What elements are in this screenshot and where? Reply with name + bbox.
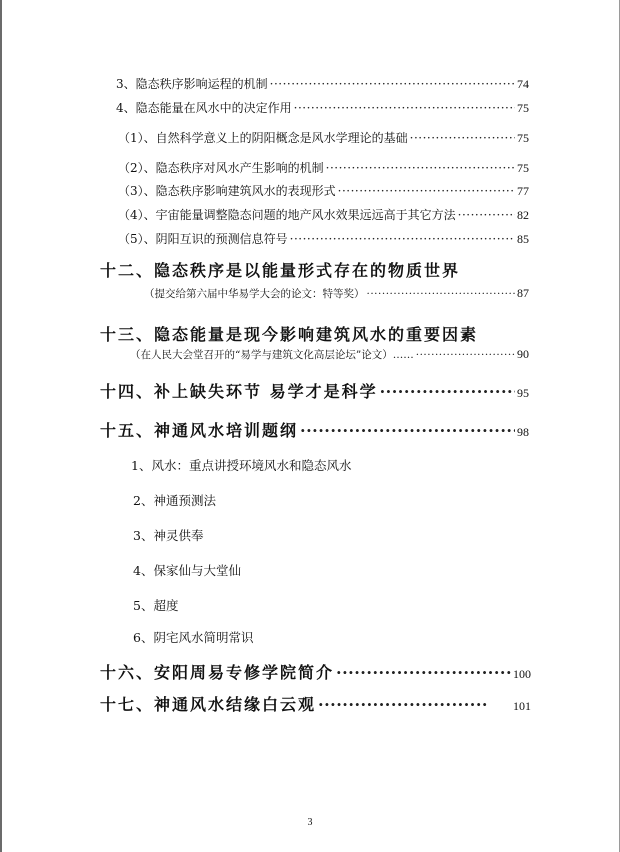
- toc-entry-label: 3、隐态秩序影响运程的机制: [116, 77, 268, 91]
- toc-entry-page: 85: [517, 232, 529, 246]
- chapter-12-title: 十二、隐态秩序是以能量形式存在的物质世界: [100, 261, 461, 280]
- chapter-14-title: 十四、补上缺失环节 易学才是科学: [100, 382, 378, 401]
- chapter-13-title: 十三、隐态能量是现今影响建筑风水的重要因素: [100, 325, 479, 344]
- chapter-15-page: 98: [517, 425, 529, 439]
- outline-item: 6、阴宅风水简明常识: [133, 630, 254, 645]
- toc-leader-dots: [290, 232, 515, 246]
- toc-leader-dots: [338, 184, 515, 198]
- toc-leader-dots: [367, 288, 516, 300]
- chapter-14-page: 95: [517, 386, 529, 400]
- chapter-12-note: （提交给第六届中华易学大会的论文：特等奖）: [144, 288, 365, 300]
- chapter-17-page: 101: [513, 699, 531, 713]
- chapter-title: [100, 322, 478, 345]
- toc-entry: [130, 347, 529, 362]
- chapter-15-title: 十五、神通风水培训题纲: [100, 421, 299, 440]
- toc-entry-page: 75: [517, 131, 529, 145]
- outline-item: 5、超度: [133, 598, 179, 613]
- chapter-title: [100, 258, 460, 281]
- outline-item: 4、保家仙与大堂仙: [133, 563, 241, 578]
- outline-item: 1、风水：重点讲授环境风水和隐态风水: [131, 458, 352, 473]
- toc-entry: [118, 230, 529, 247]
- toc-leader-dots: [458, 208, 515, 222]
- toc-entry: [118, 129, 529, 146]
- toc-leader-dots: [270, 77, 515, 91]
- toc-leader-dots: [326, 161, 515, 175]
- toc-entry: [118, 206, 529, 223]
- toc-entry: [144, 286, 529, 301]
- toc-entry: [100, 418, 529, 441]
- chapter-16-page: 100: [513, 667, 531, 681]
- toc-entry-page: 82: [517, 208, 529, 222]
- page-number: 3: [307, 817, 313, 828]
- toc-entry-label: （3）、隐态秩序影响建筑风水的表现形式: [118, 184, 336, 198]
- toc-entry: [100, 379, 529, 402]
- toc-entry: [118, 182, 529, 199]
- toc-entry-page: 75: [517, 161, 529, 175]
- toc-leader-dots: [410, 131, 515, 145]
- chapter-17-title: 十七、神通风水结缘白云观: [100, 695, 317, 714]
- toc-leader-dots: [380, 382, 515, 401]
- toc-entry: [116, 99, 529, 116]
- toc-entry: [116, 75, 529, 92]
- chapter-13-page: 90: [517, 347, 529, 361]
- toc-entry-page: 77: [517, 184, 529, 198]
- toc-leader-dots: [300, 421, 515, 440]
- toc-entry-label: （1）、自然科学意义上的阴阳概念是风水学理论的基础: [118, 131, 408, 145]
- toc-leader-dots: [336, 663, 511, 682]
- toc-leader-dots: [416, 349, 515, 361]
- toc-entry-page: 74: [517, 77, 529, 91]
- toc-entry: [118, 159, 529, 176]
- toc-leader-dots: [294, 101, 515, 115]
- toc-entry: [100, 660, 531, 683]
- chapter-13-note: （在人民大会堂召开的“易学与建筑文化高层论坛”论文）……: [130, 349, 414, 361]
- toc-entry-label: （5）、阴阳互识的预测信息符号: [118, 232, 288, 246]
- outline-item: 2、神通预测法: [133, 493, 216, 508]
- toc-leader-dots: [318, 695, 489, 714]
- chapter-16-title: 十六、安阳周易专修学院简介: [100, 663, 335, 682]
- chapter-12-page: 87: [517, 286, 529, 300]
- toc-entry-label: （4）、宇宙能量调整隐态问题的地产风水效果远远高于其它方法: [118, 208, 456, 222]
- toc-entry: [100, 692, 531, 715]
- toc-entry-label: （2）、隐态秩序对风水产生影响的机制: [118, 161, 324, 175]
- toc-entry-label: 4、隐态能量在风水中的决定作用: [116, 101, 292, 115]
- outline-item: 3、神灵供奉: [133, 528, 204, 543]
- toc-entry-page: 75: [517, 101, 529, 115]
